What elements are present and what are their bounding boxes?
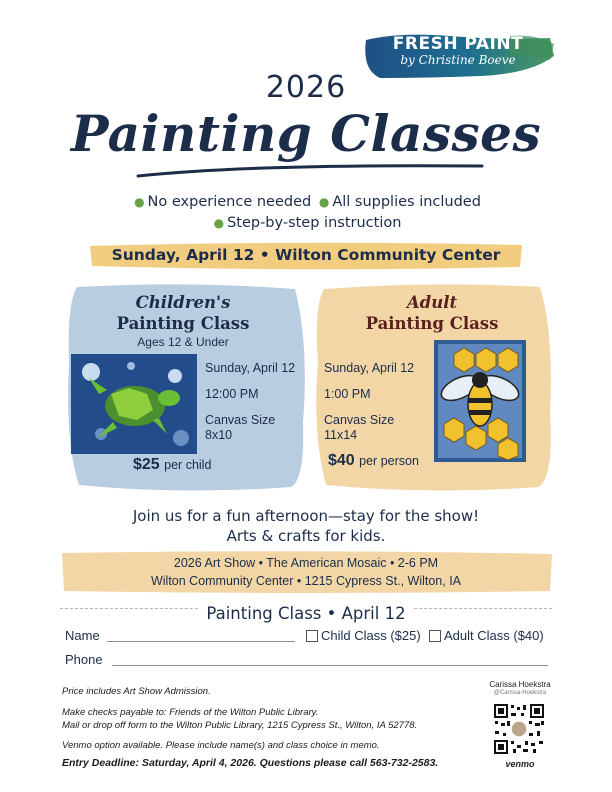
bullet-dot-icon: ● [318,195,330,209]
adult-canvas-size: 11x14 [324,428,358,442]
adult-title-line1: Adult [406,293,458,312]
feature-item: All supplies included [332,194,481,210]
adult-title-line2: Painting Class [365,314,499,333]
name-label: Name [65,628,100,643]
year-heading: 2026 [265,70,347,105]
children-class-title [63,292,303,334]
adult-class-option: Adult Class ($40) [444,628,544,643]
venmo-name: Carissa Hoekstra [489,680,551,689]
art-show-line1: 2026 Art Show • The American Mosaic • 2-6 PM [173,556,439,570]
children-date: Sunday, April 12 [205,361,296,375]
feature-item: No experience needed [147,194,312,210]
children-canvas-label: Canvas Size [205,413,276,427]
bee-honeycomb-painting-icon [434,340,526,462]
adult-time: 1:00 PM [324,387,371,401]
children-details [205,361,305,443]
adult-price-unit: per person [359,454,419,468]
name-field[interactable] [107,641,295,642]
children-price-value: $25 [133,456,160,473]
logo-sub-text: by Christine Boeve [400,53,516,67]
logo-main-text: FRESH PAINT [392,34,524,54]
child-class-option: Child Class ($25) [321,628,421,643]
child-class-checkbox[interactable] [306,630,318,642]
form-title-text: Painting Class • April 12 [198,604,413,623]
adult-price [328,452,419,470]
form-title [0,604,612,623]
venmo-handle: @Carissa-Hoekstra [493,690,547,696]
children-price-unit: per child [164,458,212,472]
date-location-banner: Sunday, April 12 • Wilton Community Center [111,246,501,264]
children-title-line2: Painting Class [116,314,250,333]
sea-turtle-painting-icon [71,354,197,454]
venmo-note: Venmo option available. Please include name(s) and class choice in memo. [62,740,380,751]
children-time: 12:00 PM [205,387,259,401]
adult-class-title [312,292,552,334]
phone-label: Phone [65,652,103,667]
adult-details [324,361,424,443]
page-title: Painting Classes [70,104,542,163]
feature-item: Step-by-step instruction [227,215,402,231]
mail-note: Mail or drop off form to the Wilton Public Library, 1215 Cypress St., Wilton, IA 52778. [62,720,418,731]
adult-date: Sunday, April 12 [324,361,415,375]
adult-canvas-label: Canvas Size [324,413,395,427]
adult-class-checkbox[interactable] [429,630,441,642]
children-ages: Ages 12 & Under [137,335,229,349]
tagline-line2: Arts & crafts for kids. [226,527,386,545]
entry-deadline: Entry Deadline: Saturday, April 4, 2026. Questions please call 563-732-2583. [62,757,439,769]
art-show-info [0,554,612,590]
bullet-dot-icon: ● [213,216,225,230]
venmo-logo: venmo [505,759,535,769]
children-price [133,456,211,474]
tagline [0,506,612,546]
children-canvas-size: 8x10 [205,428,233,442]
admission-note: Price includes Art Show Admission. [62,686,211,697]
phone-field[interactable] [112,665,548,666]
bullet-dot-icon: ● [134,195,145,209]
adult-price-value: $40 [328,452,355,469]
art-show-line2: Wilton Community Center • 1215 Cypress St., Wilton, IA [150,574,462,588]
swoosh-underline-icon [130,160,490,180]
venmo-qr-code-icon[interactable] [493,703,545,755]
children-title-line1: Children's [135,293,231,312]
feature-list [0,192,612,234]
tagline-line1: Join us for a fun afternoon—stay for the show! [132,507,480,525]
checks-note: Make checks payable to: Friends of the Wilton Public Library. [62,707,319,718]
